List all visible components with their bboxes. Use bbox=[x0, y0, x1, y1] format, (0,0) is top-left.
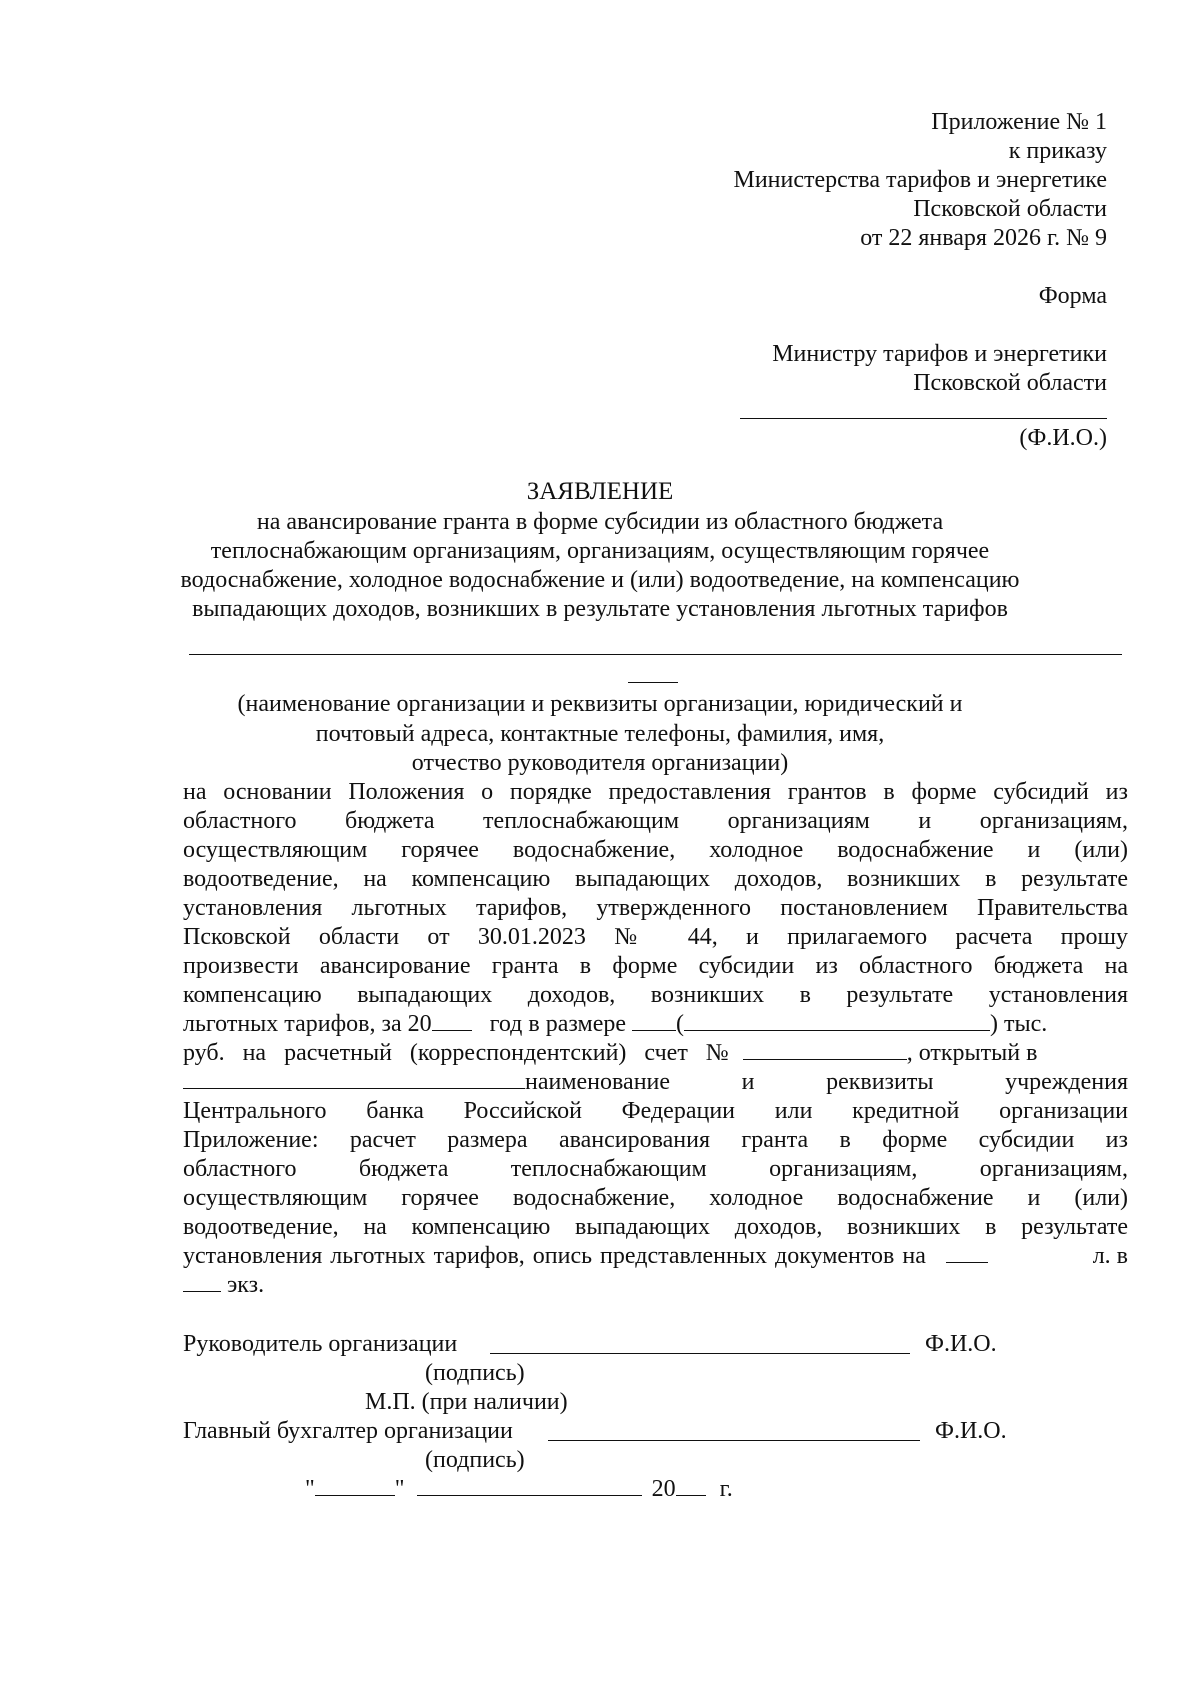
body-line: осуществляющим горячее водоснабжение, холодное водоснабжение и (или) bbox=[183, 837, 1128, 863]
body-line: установления льготных тарифов, утвержденного постановлением Правительства bbox=[183, 895, 1128, 921]
amount-label: год в размере bbox=[489, 1011, 626, 1037]
amount-number-blank[interactable] bbox=[632, 1010, 676, 1031]
date-close-quote: " bbox=[394, 1476, 405, 1502]
sheets-blank[interactable] bbox=[946, 1242, 988, 1263]
attachment-date: от 22 января 2026 г. № 9 bbox=[860, 225, 1107, 251]
head-label: Руководитель организации bbox=[183, 1331, 458, 1357]
body-line: водоотведение, на компенсацию выпадающих доходов, возникших в результате bbox=[183, 1214, 1128, 1240]
thousand-label: ) тыс. bbox=[990, 1011, 1048, 1037]
attachment-number: Приложение № 1 bbox=[931, 109, 1107, 135]
accountant-fio: Ф.И.О. bbox=[935, 1418, 1007, 1444]
year-blank[interactable] bbox=[432, 1010, 472, 1031]
title-line-3: водоснабжение, холодное водоснабжение и (или) водоотведение, на компенсацию bbox=[180, 567, 1020, 593]
year-suffix-blank[interactable] bbox=[676, 1475, 706, 1496]
inventory-label: установления льготных тарифов, опись представленных документов на bbox=[183, 1243, 926, 1269]
day-blank[interactable] bbox=[315, 1475, 395, 1496]
org-caption-line-3: отчество руководителя организации) bbox=[411, 750, 789, 776]
body-line: Приложение: расчет размера авансирования гранта в форме субсидии из bbox=[183, 1127, 1128, 1153]
body-line-account bbox=[183, 1039, 1128, 1068]
body-line: осуществляющим горячее водоснабжение, холодное водоснабжение и (или) bbox=[183, 1185, 1128, 1211]
body-line: областного бюджета теплоснабжающим организациям, организациям, bbox=[183, 1156, 1128, 1182]
addressee-fio-caption: (Ф.И.О.) bbox=[1019, 425, 1107, 451]
body-line-copies bbox=[183, 1271, 264, 1300]
date-line bbox=[305, 1475, 733, 1504]
document-heading: ЗАЯВЛЕНИЕ bbox=[526, 478, 674, 505]
copies-blank[interactable] bbox=[183, 1271, 221, 1292]
account-label: руб. на расчетный (корреспондентский) счет № bbox=[183, 1040, 729, 1066]
body-line: на основании Положения о порядке предоставления грантов в форме субсидий из bbox=[183, 779, 1128, 805]
addressee-line-2: Псковской области bbox=[913, 370, 1107, 396]
body-line: Псковской области от 30.01.2023 № 44, и прилагаемого расчета прошу bbox=[183, 924, 1128, 950]
head-signature-line[interactable] bbox=[490, 1353, 910, 1354]
organization-line bbox=[189, 654, 1122, 655]
title-line-4: выпадающих доходов, возникших в результате установления льготных тарифов bbox=[192, 596, 1008, 622]
organization-line-short bbox=[628, 682, 678, 683]
body-line-grant-amount bbox=[183, 1010, 1128, 1039]
head-signature-caption: (подпись) bbox=[425, 1360, 525, 1386]
bank-caption: наименование и реквизиты учреждения bbox=[525, 1069, 1128, 1095]
org-caption-line-1: (наименование организации и реквизиты организации, юридический и bbox=[237, 691, 963, 717]
copies-label: экз. bbox=[227, 1272, 265, 1298]
addressee-fio-line bbox=[740, 418, 1107, 419]
accountant-label: Главный бухгалтер организации bbox=[183, 1418, 513, 1444]
body-line: Центрального банка Российской Федерации или кредитной организации bbox=[183, 1098, 1128, 1124]
body-line: компенсацию выпадающих доходов, возникших в результате установления bbox=[183, 982, 1128, 1008]
body-line: водоотведение, на компенсацию выпадающих доходов, возникших в результате bbox=[183, 866, 1128, 892]
amount-words-blank[interactable] bbox=[684, 1010, 990, 1031]
accountant-signature-caption: (подпись) bbox=[425, 1447, 525, 1473]
title-line-2: теплоснабжающим организациям, организациям, осуществляющим горячее bbox=[210, 538, 990, 564]
addressee-line-1: Министру тарифов и энергетики bbox=[772, 341, 1107, 367]
head-fio: Ф.И.О. bbox=[925, 1331, 997, 1357]
sheets-label: л. в bbox=[1092, 1243, 1128, 1269]
account-number-blank[interactable] bbox=[743, 1039, 907, 1060]
body-line: областного бюджета теплоснабжающим организациям и организациям, bbox=[183, 808, 1128, 834]
attachment-order: к приказу bbox=[1008, 138, 1107, 164]
opened-in-label: , открытый в bbox=[906, 1040, 1038, 1066]
stamp-label: М.П. (при наличии) bbox=[365, 1389, 568, 1415]
org-caption-line-2: почтовый адреса, контактные телефоны, фамилия, имя, bbox=[315, 721, 885, 747]
attachment-ministry: Министерства тарифов и энергетике bbox=[733, 167, 1107, 193]
accountant-signature-line[interactable] bbox=[548, 1440, 920, 1441]
year-label: льготных тарифов, за 20 bbox=[183, 1011, 432, 1037]
body-line-inventory bbox=[183, 1242, 1128, 1271]
bank-name-blank[interactable] bbox=[183, 1068, 525, 1089]
month-blank[interactable] bbox=[417, 1475, 642, 1496]
title-line-1: на авансирование гранта в форме субсидии из областного бюджета bbox=[256, 509, 944, 535]
body-line-bank bbox=[183, 1068, 1128, 1097]
attachment-region: Псковской области bbox=[913, 196, 1107, 222]
body-line: произвести авансирование гранта в форме субсидии из областного бюджета на bbox=[183, 953, 1128, 979]
form-label: Форма bbox=[1038, 283, 1107, 309]
date-year-prefix: 20 bbox=[651, 1476, 676, 1502]
date-year-suffix: г. bbox=[719, 1476, 733, 1502]
open-paren: ( bbox=[676, 1011, 684, 1037]
date-open-quote: " bbox=[305, 1476, 315, 1502]
